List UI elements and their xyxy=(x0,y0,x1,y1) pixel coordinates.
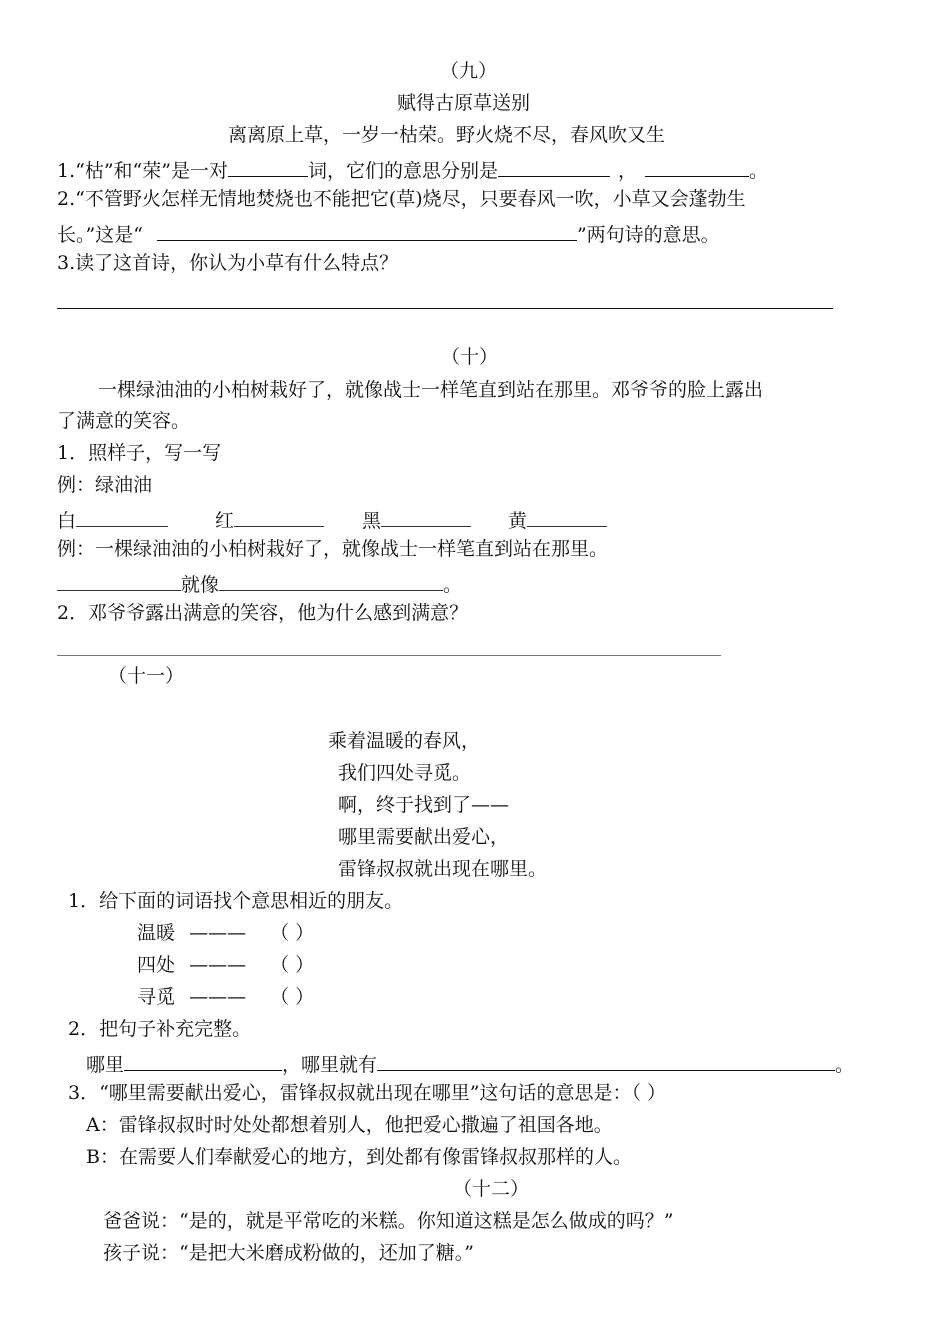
fill-word: 红 xyxy=(215,510,235,532)
answer-blank[interactable] xyxy=(219,572,443,591)
poem-text: 离离原上草，一岁一枯荣。野火烧不尽，春风吹又生 xyxy=(228,124,666,146)
example-1: 例：绿油油 xyxy=(57,474,153,496)
word-row xyxy=(137,956,314,975)
dialogue-line-2: 孩子说：“是把大米磨成粉做的，还加了糖。” xyxy=(103,1242,474,1264)
answer-paren[interactable]: （ ） xyxy=(270,922,315,944)
question-1: 1．给下面的词语找个意思相近的朋友。 xyxy=(68,890,404,912)
answer-line[interactable] xyxy=(57,655,721,656)
poem-line-1: 乘着温暖的春风， xyxy=(328,730,481,752)
answer-paren[interactable]: （ ） xyxy=(270,986,315,1008)
fill-item-white xyxy=(57,508,168,531)
fill-text: ，哪里就有 xyxy=(282,1054,378,1076)
answer-blank[interactable] xyxy=(124,1052,282,1071)
answer-blank[interactable] xyxy=(498,158,610,177)
question-3: 3．“哪里需要献出爱心，雷锋叔叔就出现在哪里”这句话的意思是：（ ） xyxy=(68,1082,667,1104)
fill-word: 黑 xyxy=(362,510,382,532)
fill-text: 哪里 xyxy=(86,1054,125,1076)
answer-blank[interactable] xyxy=(228,158,308,177)
answer-line[interactable] xyxy=(57,308,833,309)
answer-blank[interactable] xyxy=(157,222,577,241)
section-9-heading: （九） xyxy=(440,60,498,82)
question-2-line-1: 2.“不管野火怎样无情地焚烧也不能把它(草)烧尽，只要春风一吹，小草又会蓬勃生 xyxy=(57,188,746,210)
question-1-text-d: 。 xyxy=(749,160,769,182)
answer-blank[interactable] xyxy=(377,1052,835,1071)
answer-blank[interactable] xyxy=(527,508,607,527)
question-1-text-b: 词，它们的意思分别是 xyxy=(307,160,498,182)
word: 温暖 xyxy=(137,922,176,944)
fill-item-yellow xyxy=(508,508,607,531)
question-2-fill xyxy=(86,1052,854,1075)
fill-item-red xyxy=(215,508,324,531)
word-row xyxy=(137,924,314,943)
answer-blank[interactable] xyxy=(645,158,749,177)
section-12-heading: （十二） xyxy=(453,1178,530,1200)
example-2-fill xyxy=(57,572,462,595)
poem-line-3: 啊，终于找到了—— xyxy=(338,794,510,816)
question-2: 2．把句子补充完整。 xyxy=(68,1018,252,1040)
question-1 xyxy=(57,158,768,181)
answer-blank[interactable] xyxy=(57,572,181,591)
question-1-text-a: 1.“枯”和“荣”是一对 xyxy=(57,160,228,182)
passage-line-2: 了满意的笑容。 xyxy=(57,410,191,432)
word-row xyxy=(137,988,314,1007)
question-2-text-b: ”两句诗的意思。 xyxy=(576,224,720,246)
dash: ——— xyxy=(189,986,247,1008)
fill-word: 白 xyxy=(57,510,77,532)
answer-blank[interactable] xyxy=(234,508,324,527)
option-a[interactable]: A：雷锋叔叔时时处处都想着别人，他把爱心撒遍了祖国各地。 xyxy=(86,1114,613,1136)
answer-blank[interactable] xyxy=(381,508,471,527)
dash: ——— xyxy=(189,954,247,976)
answer-blank[interactable] xyxy=(76,508,168,527)
section-10-heading: （十） xyxy=(441,346,499,368)
fill-word: 黄 xyxy=(508,510,528,532)
poem-line-4: 哪里需要献出爱心， xyxy=(338,826,510,848)
poem-line-5: 雷锋叔叔就出现在哪里。 xyxy=(338,858,548,880)
answer-paren[interactable]: （ ） xyxy=(270,954,315,976)
fill-item-black xyxy=(362,508,471,531)
question-2: 2．邓爷爷露出满意的笑容，他为什么感到满意？ xyxy=(57,602,469,624)
dialogue-line-1: 爸爸说：“是的，就是平常吃的米糕。你知道这糕是怎么做成的吗？” xyxy=(103,1210,674,1232)
dash: ——— xyxy=(189,922,247,944)
word: 四处 xyxy=(137,954,176,976)
question-2-text-a: 长。”这是“ xyxy=(57,224,143,246)
word: 寻觅 xyxy=(137,986,176,1008)
fill-text: 。 xyxy=(443,574,463,596)
section-11-heading: （十一） xyxy=(108,665,185,687)
question-1-text-c: ， xyxy=(618,160,638,182)
fill-text: 就像 xyxy=(181,574,220,596)
poem-line-2: 我们四处寻觅。 xyxy=(338,762,472,784)
question-2-line-2 xyxy=(57,222,720,245)
question-3: 3.读了这首诗，你认为小草有什么特点？ xyxy=(57,252,399,274)
fill-text: 。 xyxy=(835,1054,855,1076)
poem-title: 赋得古原草送别 xyxy=(397,92,531,114)
option-b[interactable]: B：在需要人们奉献爱心的地方，到处都有像雷锋叔叔那样的人。 xyxy=(86,1146,632,1168)
example-2: 例：一棵绿油油的小柏树栽好了，就像战士一样笔直到站在那里。 xyxy=(57,538,609,560)
passage-line-1: 一棵绿油油的小柏树栽好了，就像战士一样笔直到站在那里。邓爷爷的脸上露出 xyxy=(98,379,764,401)
question-1: 1．照样子，写一写 xyxy=(57,442,222,464)
